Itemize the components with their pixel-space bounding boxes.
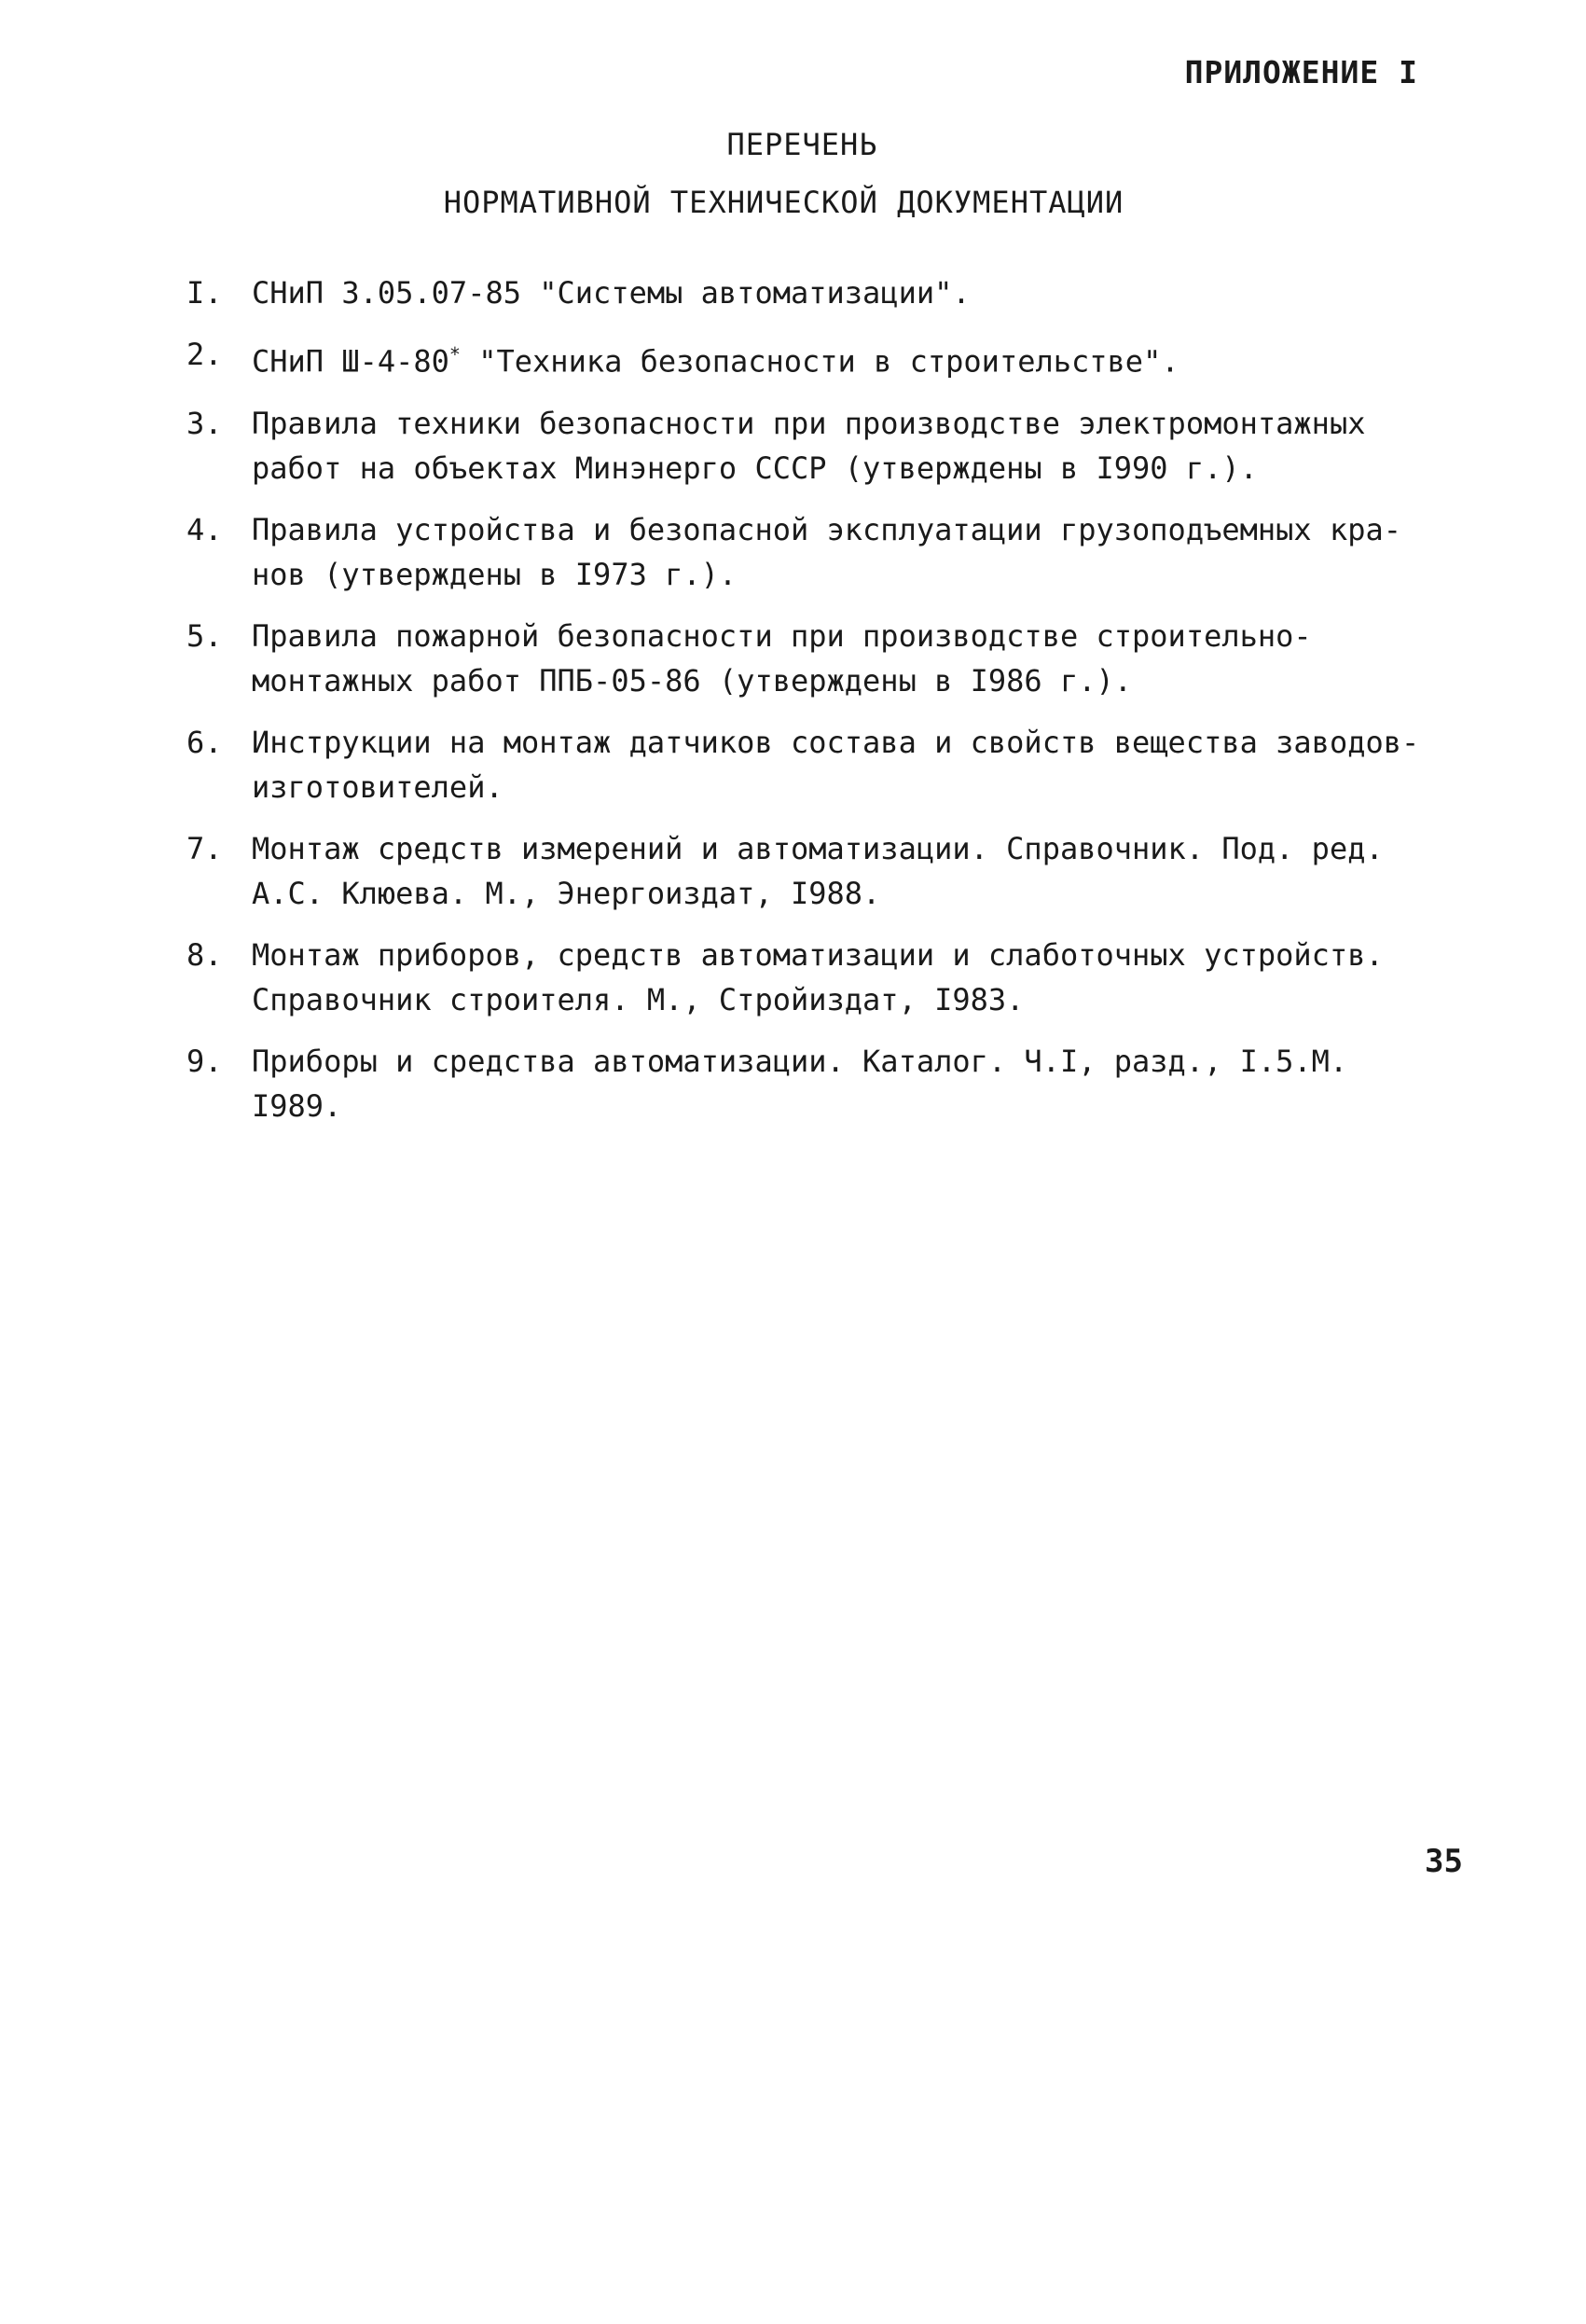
list-item-number: 7.: [186, 830, 223, 866]
list-item: [186, 332, 1483, 384]
list-item: [186, 614, 1483, 703]
list-item-text: Монтаж приборов, средств автоматизации и слаботочных устройств. Справочник строителя. М., Стройиздат, I983.: [252, 936, 1384, 1017]
appendix-label: ПРИЛОЖЕНИЕ I: [1184, 54, 1418, 90]
list-item-number: I.: [186, 275, 223, 311]
reference-list: [186, 270, 1483, 1145]
page-number: 35: [1425, 1843, 1463, 1880]
list-item: [186, 826, 1483, 916]
document-subtitle: НОРМАТИВНОЙ ТЕХНИЧЕСКОЙ ДОКУМЕНТАЦИИ: [443, 185, 1124, 220]
list-item-number: 2.: [186, 337, 223, 372]
list-item-text: Инструкции на монтаж датчиков состава и свойств вещества заводов- изготовителей.: [252, 724, 1420, 805]
document-title: ПЕРЕЧЕНЬ: [726, 127, 878, 162]
list-item-text: [252, 332, 1483, 384]
list-item: [186, 933, 1483, 1022]
list-item-text: Правила пожарной безопасности при производстве строительно- монтажных работ ППБ-05-86 (утверждены в I986 г.).: [252, 617, 1312, 699]
list-item-text-start: СНиП Ш-4-80: [252, 343, 449, 380]
list-item-text: СНиП 3.05.07-85 "Системы автоматизации".: [252, 275, 971, 311]
list-item-text-end: "Техника безопасности в строительстве".: [460, 343, 1179, 380]
list-item-number: 6.: [186, 724, 223, 760]
list-item: [186, 401, 1483, 491]
list-item-text: Приборы и средства автоматизации. Каталог. Ч.I, разд., I.5.М. I989.: [252, 1043, 1348, 1124]
list-item-number: 4.: [186, 511, 223, 547]
list-item-text: Монтаж средств измерений и автоматизации. Справочник. Под. ред. А.С. Клюева. М., Энергоиздат, I988.: [252, 830, 1384, 911]
list-item: [186, 720, 1483, 809]
list-item-text: Правила устройства и безопасной эксплуатации грузоподъемных кра- нов (утверждены в I973 г.).: [252, 511, 1401, 592]
list-item: [186, 507, 1483, 597]
list-item-number: 5.: [186, 617, 223, 654]
list-item-number: 9.: [186, 1043, 223, 1079]
list-item: [186, 1039, 1483, 1128]
list-item: [186, 270, 1483, 315]
list-item-number: 3.: [186, 405, 223, 441]
list-item-text: Правила техники безопасности при производстве электромонтажных работ на объектах Минэнерго СССР (утверждены в I990 г.).: [252, 405, 1366, 486]
list-item-number: 8.: [186, 936, 223, 973]
footnote-asterisk: *: [448, 343, 461, 366]
